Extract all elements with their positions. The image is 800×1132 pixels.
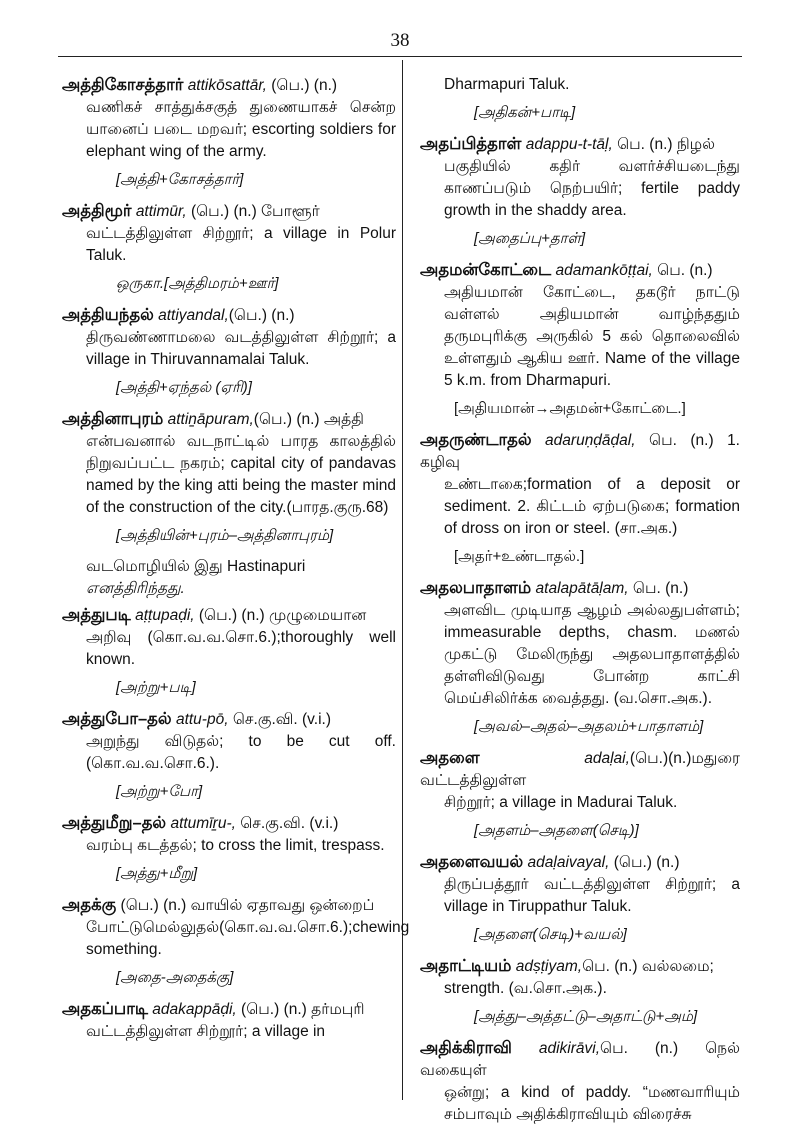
transliteration: adamankōṭṭai, [555,262,653,279]
definition: வட்டத்திலுள்ள சிற்றூர்; a village in [86,1023,326,1040]
grammar: செ.கு.வி. (v.i.) [235,815,339,832]
transliteration: adaḷaivayal, [527,854,610,871]
grammar: பெ. (n.) [628,580,689,597]
grammar: (பெ.) (n.) அத்தி [253,411,364,428]
headword: அதாட்டியம் [420,957,512,975]
etymology: [அதர்+உண்டாதல்.] [454,548,585,565]
dictionary-entry [420,955,740,1000]
grammar: செ.கு.வி. (v.i.) [228,711,331,728]
definition: அறுந்து விடுதல்; to be cut off. (கொ.வ.வ.சொ.6.). [86,733,396,772]
headword: அதக்கு [62,896,117,914]
dictionary-entry [420,429,740,540]
definition: திருவண்ணாமலை வடத்திலுள்ள சிற்றூர்; a village in Thiruvannamalai Taluk. [86,329,396,368]
grammar: பெ. (n.) 1. கழிவு [420,432,740,471]
grammar: (பெ.) (n.) முழுமையான [194,607,367,624]
etymology: [அதியமான்→அதமன்+கோட்டை.] [454,400,686,417]
headword: அதளை [420,749,480,767]
headword: அத்திமூர் [62,202,132,220]
definition: வட்டத்திலுள்ள சிற்றூர்; a village in Polur Taluk. [86,225,396,264]
grammar: (பெ.) (n.) போளூர் [186,203,320,220]
grammar: பெ. (n.) நிழல் [612,136,716,153]
definition: strength. (வ.சொ.அக.). [444,980,607,997]
definition: உண்டாகை;formation of a deposit or sediment. 2. கிட்டம் ஏற்படுகை; formation of dross on iron or steel. (சா.அக.) [444,476,740,537]
grammar: பெ. (n.) நெல் வகையுள் [420,1040,740,1079]
dictionary-entry [420,259,740,392]
right-column [420,74,740,1132]
headword: அதருண்டாதல் [420,431,532,449]
dictionary-entry [420,851,740,918]
transliteration: aṭṭupaḍi, [135,607,195,624]
definition: அதியமான் கோட்டை, தகடூர் நாட்டு வள்ளல் அதியமான் வாழ்ந்ததும் தருமபுரிக்கு அருகில் 5 கல் தொலைவில் உள்ளதும் ஆகிய ஊர். Name of the village 5 k.m. from Dharmapuri. [444,284,740,389]
left-column [62,74,410,1049]
transliteration: attikōsattār, [187,77,267,94]
grammar: பெ. (n.) வல்லமை; [582,958,714,975]
dictionary-entry [62,408,396,519]
definition: சிற்றூர்; a village in Madurai Taluk. [444,794,678,811]
grammar: (பெ.) (n.) [228,307,295,324]
etymology: [அத்தியின்+புரம்–அத்தினாபுரம்] [116,527,334,544]
grammar: (பெ.)(n.)மதுரை வட்டத்திலுள்ள [420,750,740,789]
dictionary-entry [62,812,396,857]
grammar: பெ. (n.) [652,262,713,279]
headword: அதலபாதாளம் [420,579,532,597]
transliteration: attiṉāpuram, [167,411,254,428]
header-rule [58,56,742,57]
etymology: [அதிகன்+பாடி] [474,104,576,121]
definition: வணிகச் சாத்துக்சகுத் துணையாகச் சென்ற யானைப் படை மறவர்; escorting soldiers for elephant wing of the army. [86,99,396,160]
grammar: (பெ.) (n.) [266,77,338,94]
transliteration: attimūr, [135,203,187,220]
page-number: 38 [390,30,410,51]
grammar: (பெ.) (n.) வாயில் ஏதாவது ஒன்றைப் [120,897,375,914]
definition: அறிவு (கொ.வ.வ.சொ.6.);thoroughly well known. [86,629,396,668]
dictionary-entry [420,577,740,710]
definition: பகுதியில் கதிர் வளர்ச்சியடைந்து காணப்படும் நெற்பயிர்; fertile paddy growth in the shaddy area. [444,158,740,219]
definition: என்பவனால் வடநாட்டில் பாரத காலத்தில் நிறுவப்பட்ட நகரம்; capital city of pandavas named by the king atti being the master mind of the construction of the city.(பாரத.குரு.68) [86,433,396,516]
dictionary-entry [62,304,396,371]
definition: வரம்பு கடத்தல்; to cross the limit, trespass. [86,837,385,854]
grammar: (பெ.) (n.) [609,854,680,871]
dictionary-entry [62,604,396,671]
transliteration: adakappāḍi, [152,1001,237,1018]
definition: அளவிட முடியாத ஆழம் அல்லதுபள்ளம்; immeasurable depths, chasm. மணல் முகட்டு மேலிருந்து அதலபாதாளத்தில் தள்ளிவிடுவது போன்ற காட்சி மெய்சிலிர்க்க வைத்தது. (வ.சொ.அக.). [444,602,740,707]
column-divider [402,60,403,1100]
etymology: [அற்று+படி] [116,679,196,696]
definition: திருப்பத்தூர் வட்டத்திலுள்ள சிற்றூர்; a village in Tiruppathur Taluk. [444,876,740,915]
continued-entry: Dharmapuri Taluk. [444,76,570,93]
headword: அதமன்கோட்டை [420,261,552,279]
dictionary-entry [62,998,396,1043]
etymology: ஒருகா.[அத்திமரம்+ஊர்] [116,275,279,292]
headword: அதளைவயல் [420,853,524,871]
headword: அதகப்பாடி [62,1000,148,1018]
etymology: [அவல்–அதல்–அதலம்+பாதாளம்] [474,718,704,735]
transliteration: atalapātāḷam, [535,580,629,597]
note-text: வடமொழியில் இது Hastinapuri [86,558,306,575]
headword: அத்துபடி [62,606,131,624]
usage-note [62,556,396,600]
etymology: [அதளம்–அதளை(செடி)] [474,822,639,839]
transliteration: adaḷai, [584,750,630,767]
definition: போட்டுமெல்லுதல்(கொ.வ.வ.சொ.6.);chewing something. [86,919,410,958]
etymology: [அத்தி+கோசத்தார்] [116,171,244,188]
dictionary-entry [62,74,396,163]
transliteration: adikirāvi, [538,1040,601,1057]
definition: ஒன்று; a kind of paddy. “மணவாரியும் சம்பாவும் அதிக்கிராவியும் விரைச்சு [444,1084,740,1123]
note-tail: எனத்திரிந்தது. [86,580,185,597]
grammar: (பெ.) (n.) தர்மபுரி [236,1001,365,1018]
transliteration: attiyandal, [158,307,229,324]
headword: அத்தினாபுரம் [62,410,164,428]
transliteration: adṣṭiyam, [515,958,583,975]
headword: அத்துபோ–தல் [62,710,172,728]
headword: அதிக்கிராவி [420,1039,512,1057]
etymology: [அத்து+மீறு] [116,865,198,882]
transliteration: attu-pō, [175,711,229,728]
dictionary-entry [420,133,740,222]
headword: அத்துமீறு–தல் [62,814,167,832]
dictionary-entry [62,894,410,961]
etymology: [அதைப்பு+தாள்] [474,230,586,247]
headword: அதப்பித்தாள் [420,135,522,153]
dictionary-entry [420,747,740,814]
etymology: [அத்தி+ஏந்தல் (ஏரி)] [116,379,252,396]
transliteration: adappu-t-tāḷ, [525,136,613,153]
etymology: [அதை-அதைக்கு] [116,969,234,986]
headword: அத்திகோசத்தார் [62,76,184,94]
etymology: [அதளை(செடி)+வயல்] [474,926,627,943]
transliteration: attumīṟu-, [170,815,236,832]
transliteration: adaruṇḍāḍal, [545,432,636,449]
etymology: [அத்து–அத்தட்டு–அதாட்டு+அம்] [474,1008,698,1025]
dictionary-entry [62,708,396,775]
dictionary-entry [420,1037,740,1126]
headword: அத்தியந்தல் [62,306,154,324]
dictionary-entry [62,200,396,267]
etymology: [அற்று+போ] [116,783,203,800]
